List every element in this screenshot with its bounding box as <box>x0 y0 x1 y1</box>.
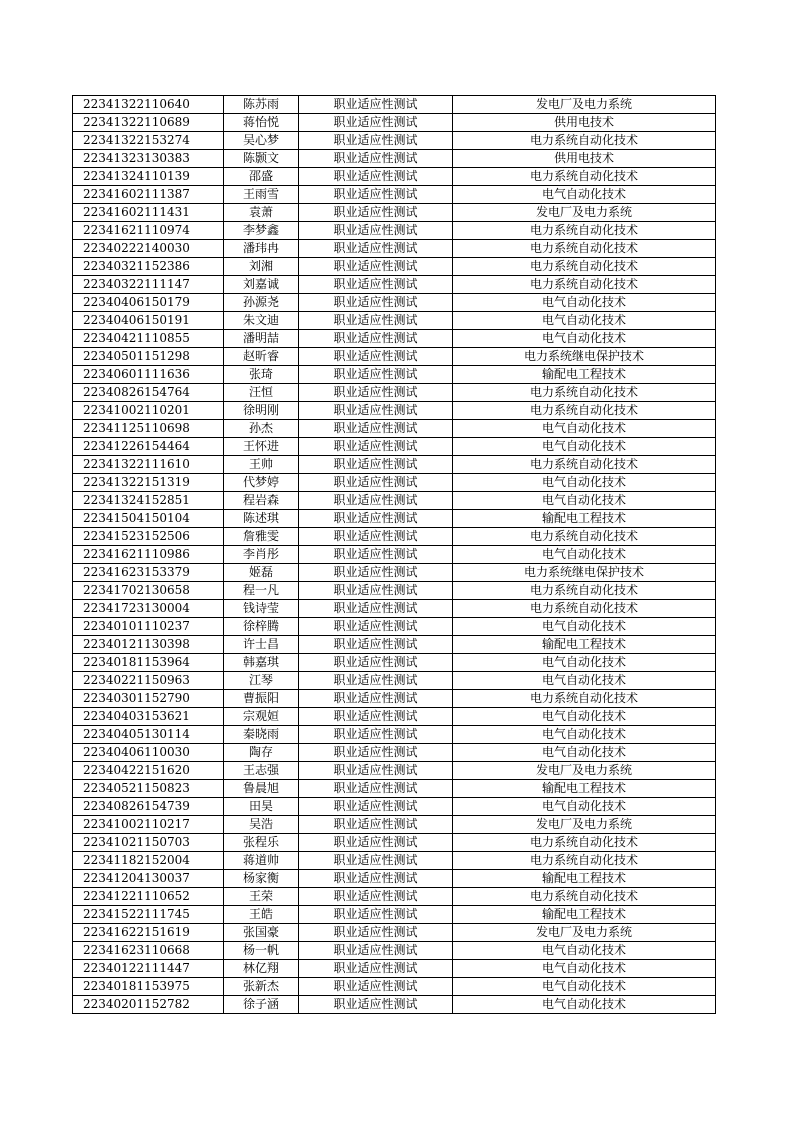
name-cell: 李肖彤 <box>224 546 299 564</box>
table-row <box>73 870 716 888</box>
test-type-cell: 职业适应性测试 <box>299 978 453 996</box>
test-type-cell: 职业适应性测试 <box>299 708 453 726</box>
table-row <box>73 654 716 672</box>
major-cell: 电力系统自动化技术 <box>453 600 716 618</box>
candidate-id-cell: 22340301152790 <box>73 690 224 708</box>
test-type-cell: 职业适应性测试 <box>299 888 453 906</box>
table-row <box>73 960 716 978</box>
table-row <box>73 924 716 942</box>
name-cell: 蒋怡悦 <box>224 114 299 132</box>
name-cell: 张新杰 <box>224 978 299 996</box>
name-cell: 詹雅雯 <box>224 528 299 546</box>
test-type-cell: 职业适应性测试 <box>299 906 453 924</box>
major-cell: 电力系统自动化技术 <box>453 834 716 852</box>
name-cell: 程岩森 <box>224 492 299 510</box>
test-type-cell: 职业适应性测试 <box>299 618 453 636</box>
test-type-cell: 职业适应性测试 <box>299 582 453 600</box>
table-row <box>73 564 716 582</box>
major-cell: 发电厂及电力系统 <box>453 762 716 780</box>
candidate-id-cell: 22341623153379 <box>73 564 224 582</box>
candidate-id-cell: 22341125110698 <box>73 420 224 438</box>
major-cell: 电力系统自动化技术 <box>453 582 716 600</box>
major-cell: 输配电工程技术 <box>453 366 716 384</box>
table-body <box>73 96 716 1014</box>
name-cell: 陈苏雨 <box>224 96 299 114</box>
table-row <box>73 294 716 312</box>
name-cell: 蒋道帅 <box>224 852 299 870</box>
table-row <box>73 690 716 708</box>
table-row <box>73 744 716 762</box>
table-row <box>73 348 716 366</box>
name-cell: 陶存 <box>224 744 299 762</box>
test-type-cell: 职业适应性测试 <box>299 420 453 438</box>
table-row <box>73 528 716 546</box>
test-type-cell: 职业适应性测试 <box>299 294 453 312</box>
name-cell: 潘明喆 <box>224 330 299 348</box>
major-cell: 电力系统自动化技术 <box>453 690 716 708</box>
name-cell: 吴心梦 <box>224 132 299 150</box>
candidate-id-cell: 22341602111387 <box>73 186 224 204</box>
candidate-id-cell: 22340422151620 <box>73 762 224 780</box>
table-row <box>73 204 716 222</box>
table-row <box>73 672 716 690</box>
test-type-cell: 职业适应性测试 <box>299 276 453 294</box>
test-type-cell: 职业适应性测试 <box>299 168 453 186</box>
name-cell: 张国豪 <box>224 924 299 942</box>
candidate-id-cell: 22341322110640 <box>73 96 224 114</box>
name-cell: 徐梓腾 <box>224 618 299 636</box>
candidate-id-cell: 22341623110668 <box>73 942 224 960</box>
candidate-id-cell: 22340322111147 <box>73 276 224 294</box>
test-type-cell: 职业适应性测试 <box>299 726 453 744</box>
candidate-id-cell: 22341702130658 <box>73 582 224 600</box>
name-cell: 潘玮冉 <box>224 240 299 258</box>
name-cell: 王怀进 <box>224 438 299 456</box>
table-row <box>73 636 716 654</box>
test-type-cell: 职业适应性测试 <box>299 798 453 816</box>
name-cell: 程一凡 <box>224 582 299 600</box>
table-row <box>73 996 716 1014</box>
name-cell: 王荣 <box>224 888 299 906</box>
table-row <box>73 852 716 870</box>
name-cell: 刘嘉诚 <box>224 276 299 294</box>
test-type-cell: 职业适应性测试 <box>299 924 453 942</box>
table-row <box>73 366 716 384</box>
name-cell: 邵盛 <box>224 168 299 186</box>
major-cell: 电力系统继电保护技术 <box>453 564 716 582</box>
name-cell: 代梦婷 <box>224 474 299 492</box>
candidate-id-cell: 22341323130383 <box>73 150 224 168</box>
major-cell: 电气自动化技术 <box>453 654 716 672</box>
test-type-cell: 职业适应性测试 <box>299 744 453 762</box>
candidate-id-cell: 22340406150179 <box>73 294 224 312</box>
test-type-cell: 职业适应性测试 <box>299 258 453 276</box>
candidate-id-cell: 22341621110986 <box>73 546 224 564</box>
candidate-id-cell: 22341322153274 <box>73 132 224 150</box>
name-cell: 吴浩 <box>224 816 299 834</box>
test-type-cell: 职业适应性测试 <box>299 528 453 546</box>
name-cell: 鲁晨旭 <box>224 780 299 798</box>
name-cell: 孙杰 <box>224 420 299 438</box>
test-type-cell: 职业适应性测试 <box>299 186 453 204</box>
major-cell: 电气自动化技术 <box>453 546 716 564</box>
table-row <box>73 510 716 528</box>
candidate-id-cell: 22340406150191 <box>73 312 224 330</box>
test-type-cell: 职业适应性测试 <box>299 564 453 582</box>
test-type-cell: 职业适应性测试 <box>299 870 453 888</box>
candidate-id-cell: 22340521150823 <box>73 780 224 798</box>
candidate-id-cell: 22341182152004 <box>73 852 224 870</box>
candidate-id-cell: 22341602111431 <box>73 204 224 222</box>
candidate-id-cell: 22340201152782 <box>73 996 224 1014</box>
table-row <box>73 150 716 168</box>
candidate-id-cell: 22341504150104 <box>73 510 224 528</box>
major-cell: 电力系统自动化技术 <box>453 456 716 474</box>
test-type-cell: 职业适应性测试 <box>299 96 453 114</box>
name-cell: 宗观姮 <box>224 708 299 726</box>
candidate-id-cell: 22340406110030 <box>73 744 224 762</box>
table-row <box>73 186 716 204</box>
major-cell: 电气自动化技术 <box>453 618 716 636</box>
table-row <box>73 708 716 726</box>
table-row <box>73 402 716 420</box>
candidate-id-cell: 22341621110974 <box>73 222 224 240</box>
table-row <box>73 600 716 618</box>
name-cell: 徐明刚 <box>224 402 299 420</box>
name-cell: 杨家衡 <box>224 870 299 888</box>
name-cell: 朱文迪 <box>224 312 299 330</box>
candidate-id-cell: 22341522111745 <box>73 906 224 924</box>
major-cell: 电气自动化技术 <box>453 996 716 1014</box>
major-cell: 电力系统自动化技术 <box>453 528 716 546</box>
candidate-id-cell: 22340181153975 <box>73 978 224 996</box>
major-cell: 电气自动化技术 <box>453 330 716 348</box>
candidate-id-cell: 22341002110217 <box>73 816 224 834</box>
name-cell: 陈述琪 <box>224 510 299 528</box>
test-type-cell: 职业适应性测试 <box>299 132 453 150</box>
test-type-cell: 职业适应性测试 <box>299 312 453 330</box>
test-type-cell: 职业适应性测试 <box>299 384 453 402</box>
test-type-cell: 职业适应性测试 <box>299 240 453 258</box>
table-row <box>73 330 716 348</box>
name-cell: 许士昌 <box>224 636 299 654</box>
test-type-cell: 职业适应性测试 <box>299 600 453 618</box>
table-row <box>73 762 716 780</box>
major-cell: 电气自动化技术 <box>453 978 716 996</box>
major-cell: 电气自动化技术 <box>453 960 716 978</box>
candidate-id-cell: 22340101110237 <box>73 618 224 636</box>
table-row <box>73 222 716 240</box>
major-cell: 电力系统自动化技术 <box>453 888 716 906</box>
table-row <box>73 978 716 996</box>
table-row <box>73 312 716 330</box>
candidate-id-cell: 22341324152851 <box>73 492 224 510</box>
test-type-cell: 职业适应性测试 <box>299 996 453 1014</box>
test-type-cell: 职业适应性测试 <box>299 510 453 528</box>
test-type-cell: 职业适应性测试 <box>299 204 453 222</box>
candidate-id-cell: 22340826154739 <box>73 798 224 816</box>
major-cell: 输配电工程技术 <box>453 510 716 528</box>
name-cell: 秦晓雨 <box>224 726 299 744</box>
major-cell: 电气自动化技术 <box>453 438 716 456</box>
table-row <box>73 132 716 150</box>
table-row <box>73 546 716 564</box>
candidate-id-cell: 22341322111610 <box>73 456 224 474</box>
major-cell: 电力系统继电保护技术 <box>453 348 716 366</box>
name-cell: 韩嘉琪 <box>224 654 299 672</box>
major-cell: 发电厂及电力系统 <box>453 924 716 942</box>
table-row <box>73 942 716 960</box>
name-cell: 江琴 <box>224 672 299 690</box>
name-cell: 张程乐 <box>224 834 299 852</box>
major-cell: 电气自动化技术 <box>453 294 716 312</box>
table-row <box>73 798 716 816</box>
major-cell: 电力系统自动化技术 <box>453 852 716 870</box>
test-type-cell: 职业适应性测试 <box>299 780 453 798</box>
test-type-cell: 职业适应性测试 <box>299 348 453 366</box>
table-row <box>73 492 716 510</box>
table-row <box>73 420 716 438</box>
test-type-cell: 职业适应性测试 <box>299 960 453 978</box>
major-cell: 电力系统自动化技术 <box>453 132 716 150</box>
major-cell: 输配电工程技术 <box>453 870 716 888</box>
table-row <box>73 906 716 924</box>
candidate-id-cell: 22340421110855 <box>73 330 224 348</box>
major-cell: 供用电技术 <box>453 150 716 168</box>
name-cell: 李梦鑫 <box>224 222 299 240</box>
candidate-id-cell: 22340826154764 <box>73 384 224 402</box>
major-cell: 输配电工程技术 <box>453 636 716 654</box>
table-row <box>73 384 716 402</box>
test-type-cell: 职业适应性测试 <box>299 816 453 834</box>
test-type-cell: 职业适应性测试 <box>299 150 453 168</box>
candidate-id-cell: 22340181153964 <box>73 654 224 672</box>
candidate-id-cell: 22341204130037 <box>73 870 224 888</box>
table-row <box>73 96 716 114</box>
major-cell: 电气自动化技术 <box>453 726 716 744</box>
table-row <box>73 834 716 852</box>
major-cell: 电力系统自动化技术 <box>453 258 716 276</box>
candidate-id-cell: 22340601111636 <box>73 366 224 384</box>
test-type-cell: 职业适应性测试 <box>299 654 453 672</box>
candidate-id-cell: 22340222140030 <box>73 240 224 258</box>
candidate-id-cell: 22340321152386 <box>73 258 224 276</box>
candidate-id-cell: 22341322151319 <box>73 474 224 492</box>
major-cell: 电气自动化技术 <box>453 942 716 960</box>
table-row <box>73 258 716 276</box>
test-type-cell: 职业适应性测试 <box>299 762 453 780</box>
table-row <box>73 240 716 258</box>
candidate-id-cell: 22341322110689 <box>73 114 224 132</box>
major-cell: 输配电工程技术 <box>453 780 716 798</box>
table-row <box>73 582 716 600</box>
table-row <box>73 276 716 294</box>
major-cell: 电气自动化技术 <box>453 186 716 204</box>
test-type-cell: 职业适应性测试 <box>299 366 453 384</box>
major-cell: 电气自动化技术 <box>453 420 716 438</box>
name-cell: 王志强 <box>224 762 299 780</box>
candidate-id-cell: 22340403153621 <box>73 708 224 726</box>
major-cell: 供用电技术 <box>453 114 716 132</box>
name-cell: 王皓 <box>224 906 299 924</box>
test-type-cell: 职业适应性测试 <box>299 636 453 654</box>
table-row <box>73 114 716 132</box>
candidate-id-cell: 22340501151298 <box>73 348 224 366</box>
major-cell: 电力系统自动化技术 <box>453 168 716 186</box>
major-cell: 输配电工程技术 <box>453 906 716 924</box>
test-type-cell: 职业适应性测试 <box>299 492 453 510</box>
major-cell: 发电厂及电力系统 <box>453 96 716 114</box>
major-cell: 电气自动化技术 <box>453 708 716 726</box>
candidate-id-cell: 22341723130004 <box>73 600 224 618</box>
test-type-cell: 职业适应性测试 <box>299 402 453 420</box>
name-cell: 徐子涵 <box>224 996 299 1014</box>
name-cell: 刘湘 <box>224 258 299 276</box>
test-type-cell: 职业适应性测试 <box>299 456 453 474</box>
candidate-id-cell: 22341221110652 <box>73 888 224 906</box>
candidate-id-cell: 22341523152506 <box>73 528 224 546</box>
major-cell: 电气自动化技术 <box>453 672 716 690</box>
major-cell: 电气自动化技术 <box>453 312 716 330</box>
candidate-id-cell: 22340122111447 <box>73 960 224 978</box>
name-cell: 陈颢文 <box>224 150 299 168</box>
table-row <box>73 780 716 798</box>
candidate-id-cell: 22341002110201 <box>73 402 224 420</box>
candidate-id-cell: 22341622151619 <box>73 924 224 942</box>
name-cell: 赵昕睿 <box>224 348 299 366</box>
candidate-id-cell: 22341226154464 <box>73 438 224 456</box>
candidate-id-cell: 22341021150703 <box>73 834 224 852</box>
test-type-cell: 职业适应性测试 <box>299 834 453 852</box>
test-type-cell: 职业适应性测试 <box>299 114 453 132</box>
name-cell: 曹振阳 <box>224 690 299 708</box>
name-cell: 王帅 <box>224 456 299 474</box>
table-row <box>73 474 716 492</box>
major-cell: 电气自动化技术 <box>453 744 716 762</box>
test-type-cell: 职业适应性测试 <box>299 222 453 240</box>
major-cell: 发电厂及电力系统 <box>453 204 716 222</box>
table-row <box>73 438 716 456</box>
candidate-id-cell: 22341324110139 <box>73 168 224 186</box>
table-row <box>73 888 716 906</box>
test-type-cell: 职业适应性测试 <box>299 546 453 564</box>
name-cell: 袁萧 <box>224 204 299 222</box>
candidate-id-cell: 22340405130114 <box>73 726 224 744</box>
table-row <box>73 816 716 834</box>
test-type-cell: 职业适应性测试 <box>299 690 453 708</box>
major-cell: 电气自动化技术 <box>453 474 716 492</box>
name-cell: 姬磊 <box>224 564 299 582</box>
name-cell: 张琦 <box>224 366 299 384</box>
name-cell: 孙源尧 <box>224 294 299 312</box>
test-type-cell: 职业适应性测试 <box>299 474 453 492</box>
admission-table <box>72 95 716 1014</box>
test-type-cell: 职业适应性测试 <box>299 330 453 348</box>
test-type-cell: 职业适应性测试 <box>299 438 453 456</box>
table-row <box>73 168 716 186</box>
major-cell: 电气自动化技术 <box>453 798 716 816</box>
major-cell: 电力系统自动化技术 <box>453 222 716 240</box>
test-type-cell: 职业适应性测试 <box>299 852 453 870</box>
test-type-cell: 职业适应性测试 <box>299 672 453 690</box>
major-cell: 电气自动化技术 <box>453 492 716 510</box>
name-cell: 钱诗莹 <box>224 600 299 618</box>
table-row <box>73 618 716 636</box>
candidate-id-cell: 22340221150963 <box>73 672 224 690</box>
major-cell: 发电厂及电力系统 <box>453 816 716 834</box>
test-type-cell: 职业适应性测试 <box>299 942 453 960</box>
name-cell: 林亿翔 <box>224 960 299 978</box>
major-cell: 电力系统自动化技术 <box>453 402 716 420</box>
name-cell: 杨一帆 <box>224 942 299 960</box>
table-row <box>73 726 716 744</box>
major-cell: 电力系统自动化技术 <box>453 276 716 294</box>
name-cell: 王雨雪 <box>224 186 299 204</box>
major-cell: 电力系统自动化技术 <box>453 384 716 402</box>
table-row <box>73 456 716 474</box>
name-cell: 汪恒 <box>224 384 299 402</box>
major-cell: 电力系统自动化技术 <box>453 240 716 258</box>
candidate-id-cell: 22340121130398 <box>73 636 224 654</box>
name-cell: 田昊 <box>224 798 299 816</box>
